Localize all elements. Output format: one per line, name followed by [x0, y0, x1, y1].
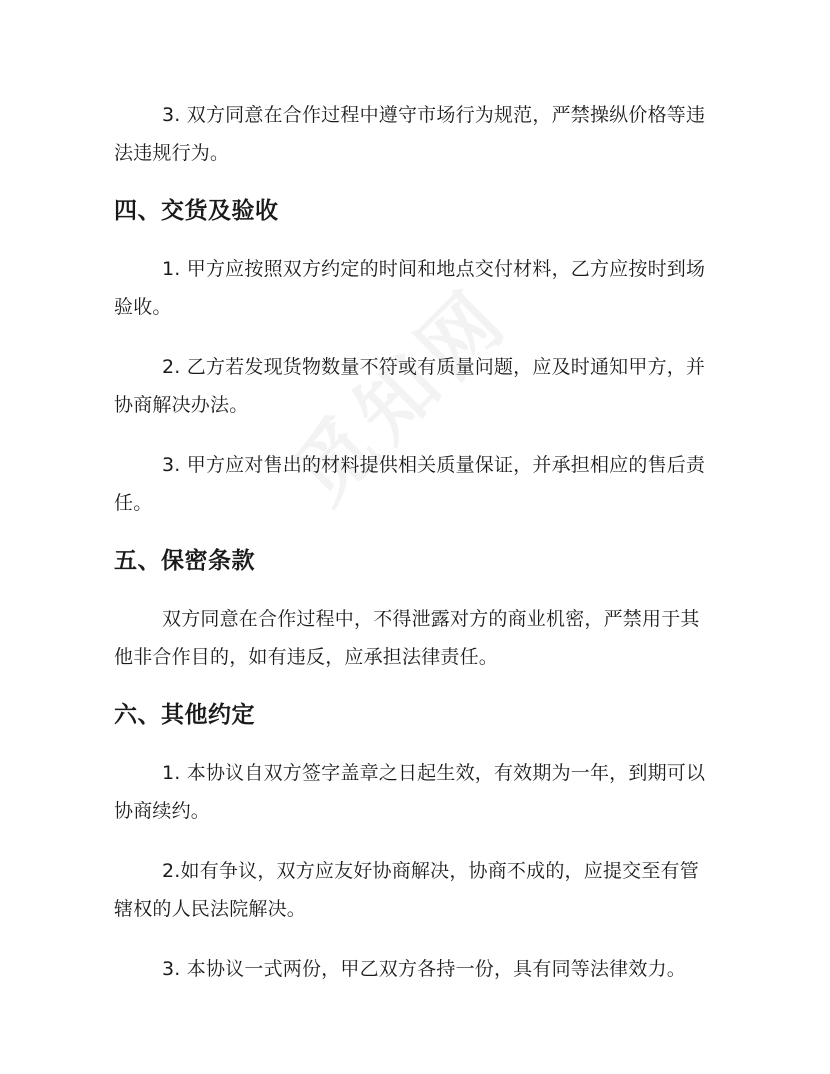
section-heading-delivery: 四、交货及验收 — [114, 198, 279, 224]
clause-6-1: 1. 本协议自双方签字盖章之日起生效，有效期为一年，到期可以协商续约。 — [114, 762, 706, 822]
section-heading-confidentiality: 五、保密条款 — [114, 548, 255, 574]
document-body — [114, 96, 714, 1010]
section-heading-other: 六、其他约定 — [114, 702, 255, 728]
clause-4-3: 3. 甲方应对售出的材料提供相关质量保证，并承担相应的售后责任。 — [114, 454, 706, 514]
clause-6-2: 2.如有争议，双方应友好协商解决，协商不成的，应提交至有管辖权的人民法院解决。 — [114, 860, 699, 920]
clause-4-1: 1. 甲方应按照双方约定的时间和地点交付材料，乙方应按时到场验收。 — [114, 258, 706, 318]
clause-5: 双方同意在合作过程中，不得泄露对方的商业机密，严禁用于其他非合作目的，如有违反，应承担法律责任。 — [114, 608, 700, 668]
clause-6-3: 3. 本协议一式两份，甲乙双方各持一份，具有同等法律效力。 — [162, 958, 686, 980]
clause-3-3: 3. 双方同意在合作过程中遵守市场行为规范，严禁操纵价格等违法违规行为。 — [114, 104, 706, 164]
clause-4-2: 2. 乙方若发现货物数量不符或有质量问题，应及时通知甲方，并协商解决办法。 — [114, 356, 706, 416]
